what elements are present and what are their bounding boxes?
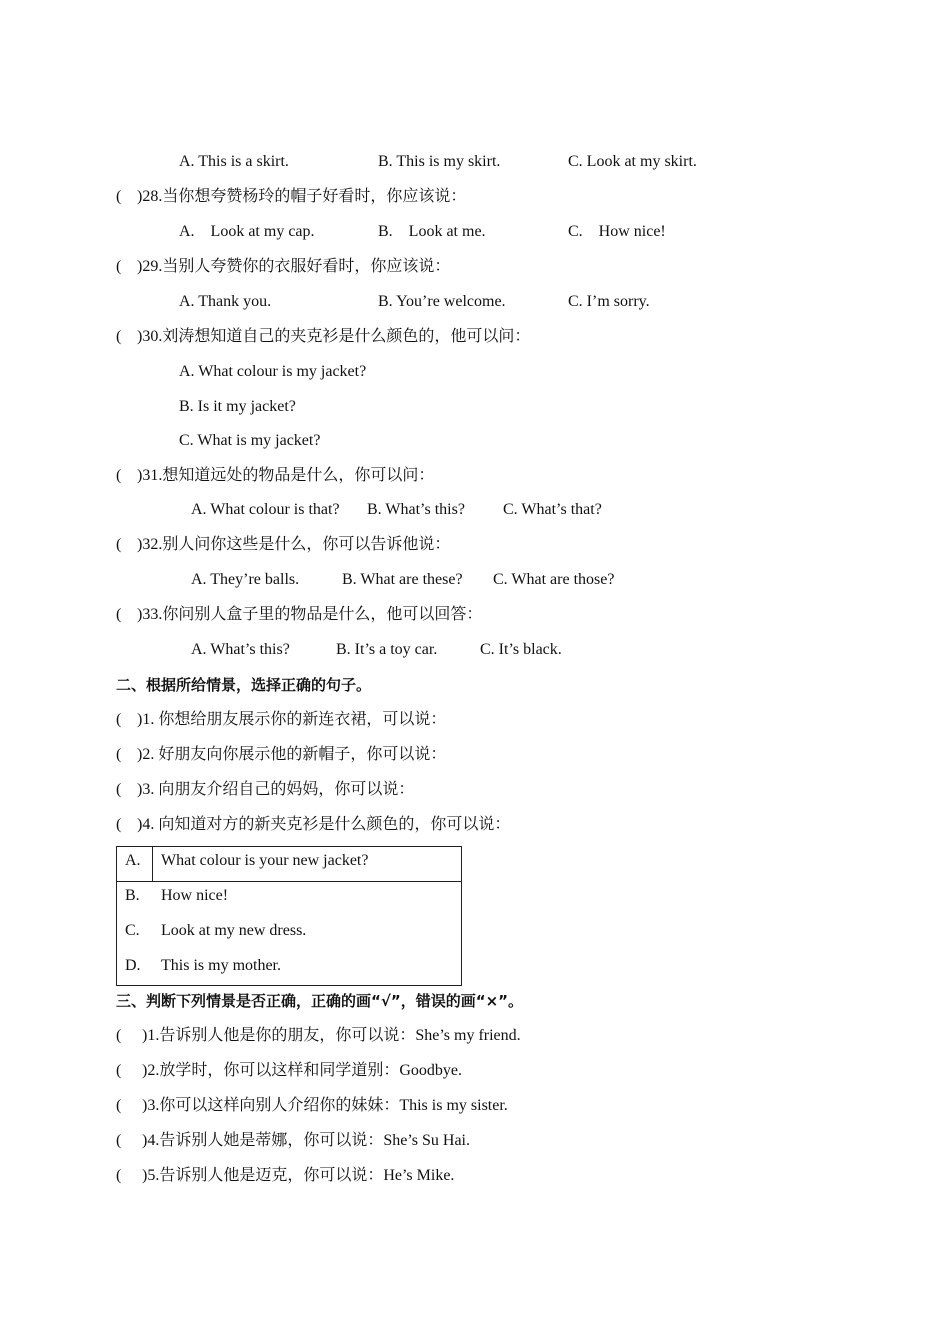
q32-question: )32.别人问你这些是什么，你可以告诉他说： bbox=[137, 536, 451, 553]
s3-item2-paren[interactable]: ( bbox=[116, 1062, 122, 1079]
s3-item4-text: )4.告诉别人她是蒂娜，你可以说：She’s Su Hai. bbox=[142, 1132, 471, 1149]
q28-answer-paren[interactable]: ( bbox=[116, 188, 122, 205]
q31-option-c: C. What’s that? bbox=[503, 501, 602, 518]
choice-d-text: This is my mother. bbox=[161, 957, 281, 974]
q31-question: )31.想知道远处的物品是什么，你可以问： bbox=[137, 467, 435, 484]
q29-question: )29.当别人夸赞你的衣服好看时，你应该说： bbox=[137, 258, 451, 275]
q31-option-b: B. What’s this? bbox=[367, 501, 465, 518]
q30-option-c: C. What is my jacket? bbox=[179, 432, 321, 449]
table-divider-vertical bbox=[152, 846, 153, 881]
q30-question: )30.刘涛想知道自己的夹克衫是什么颜色的，他可以问： bbox=[137, 328, 531, 345]
q29-option-c: C. I’m sorry. bbox=[568, 293, 650, 310]
s2-item3-paren[interactable]: ( bbox=[116, 781, 122, 798]
q33-question: )33.你问别人盒子里的物品是什么，他可以回答： bbox=[137, 606, 483, 623]
s3-item5-paren[interactable]: ( bbox=[116, 1167, 122, 1184]
q31-option-a: A. What colour is that? bbox=[191, 501, 340, 518]
s3-item2-text: )2.放学时，你可以这样和同学道别：Goodbye. bbox=[142, 1062, 462, 1079]
q30-option-a: A. What colour is my jacket? bbox=[179, 363, 367, 380]
q30-option-b: B. Is it my jacket? bbox=[179, 398, 296, 415]
q33-option-b: B. It’s a toy car. bbox=[336, 641, 438, 658]
choice-a-letter: A. bbox=[125, 852, 141, 869]
section2-heading: 二、根据所给情景，选择正确的句子。 bbox=[116, 676, 372, 694]
choice-c-letter: C. bbox=[125, 922, 140, 939]
section3-heading: 三、判断下列情景是否正确，正确的画“√”，错误的画“×”。 bbox=[116, 992, 524, 1010]
choice-b-letter: B. bbox=[125, 887, 140, 904]
choice-a-text: What colour is your new jacket? bbox=[161, 852, 369, 869]
q28-option-b: B. Look at me. bbox=[378, 223, 486, 240]
s3-item3-paren[interactable]: ( bbox=[116, 1097, 122, 1114]
q32-option-c: C. What are those? bbox=[493, 571, 615, 588]
s3-item4-paren[interactable]: ( bbox=[116, 1132, 122, 1149]
s2-item1-paren[interactable]: ( bbox=[116, 711, 122, 728]
s2-item2-text: )2. 好朋友向你展示他的新帽子，你可以说： bbox=[137, 746, 447, 763]
choice-c-text: Look at my new dress. bbox=[161, 922, 307, 939]
q31-answer-paren[interactable]: ( bbox=[116, 467, 122, 484]
s2-item2-paren[interactable]: ( bbox=[116, 746, 122, 763]
q33-option-c: C. It’s black. bbox=[480, 641, 562, 658]
s3-item1-paren[interactable]: ( bbox=[116, 1027, 122, 1044]
q32-option-b: B. What are these? bbox=[342, 571, 463, 588]
table-divider-horizontal bbox=[116, 881, 462, 882]
q29-option-a: A. Thank you. bbox=[179, 293, 272, 310]
q28-option-c: C. How nice! bbox=[568, 223, 666, 240]
s2-item3-text: )3. 向朋友介绍自己的妈妈，你可以说： bbox=[137, 781, 415, 798]
q32-option-a: A. They’re balls. bbox=[191, 571, 300, 588]
s2-item4-paren[interactable]: ( bbox=[116, 816, 122, 833]
s3-item3-text: )3.你可以这样向别人介绍你的妹妹：This is my sister. bbox=[142, 1097, 508, 1114]
q27-option-b: B. This is my skirt. bbox=[378, 153, 501, 170]
choice-b-text: How nice! bbox=[161, 887, 229, 904]
choice-d-letter: D. bbox=[125, 957, 141, 974]
q30-answer-paren[interactable]: ( bbox=[116, 328, 122, 345]
s3-item1-text: )1.告诉别人他是你的朋友，你可以说：She’s my friend. bbox=[142, 1027, 521, 1044]
s2-item4-text: )4. 向知道对方的新夹克衫是什么颜色的，你可以说： bbox=[137, 816, 511, 833]
q27-option-c: C. Look at my skirt. bbox=[568, 153, 697, 170]
q32-answer-paren[interactable]: ( bbox=[116, 536, 122, 553]
q33-answer-paren[interactable]: ( bbox=[116, 606, 122, 623]
q27-option-a: A. This is a skirt. bbox=[179, 153, 289, 170]
q33-option-a: A. What’s this? bbox=[191, 641, 290, 658]
s3-item5-text: )5.告诉别人他是迈克，你可以说：He’s Mike. bbox=[142, 1167, 455, 1184]
q28-option-a: A. Look at my cap. bbox=[179, 223, 315, 240]
q28-question: )28.当你想夸赞杨玲的帽子好看时，你应该说： bbox=[137, 188, 467, 205]
q29-answer-paren[interactable]: ( bbox=[116, 258, 122, 275]
q29-option-b: B. You’re welcome. bbox=[378, 293, 506, 310]
s2-item1-text: )1. 你想给朋友展示你的新连衣裙，可以说： bbox=[137, 711, 447, 728]
